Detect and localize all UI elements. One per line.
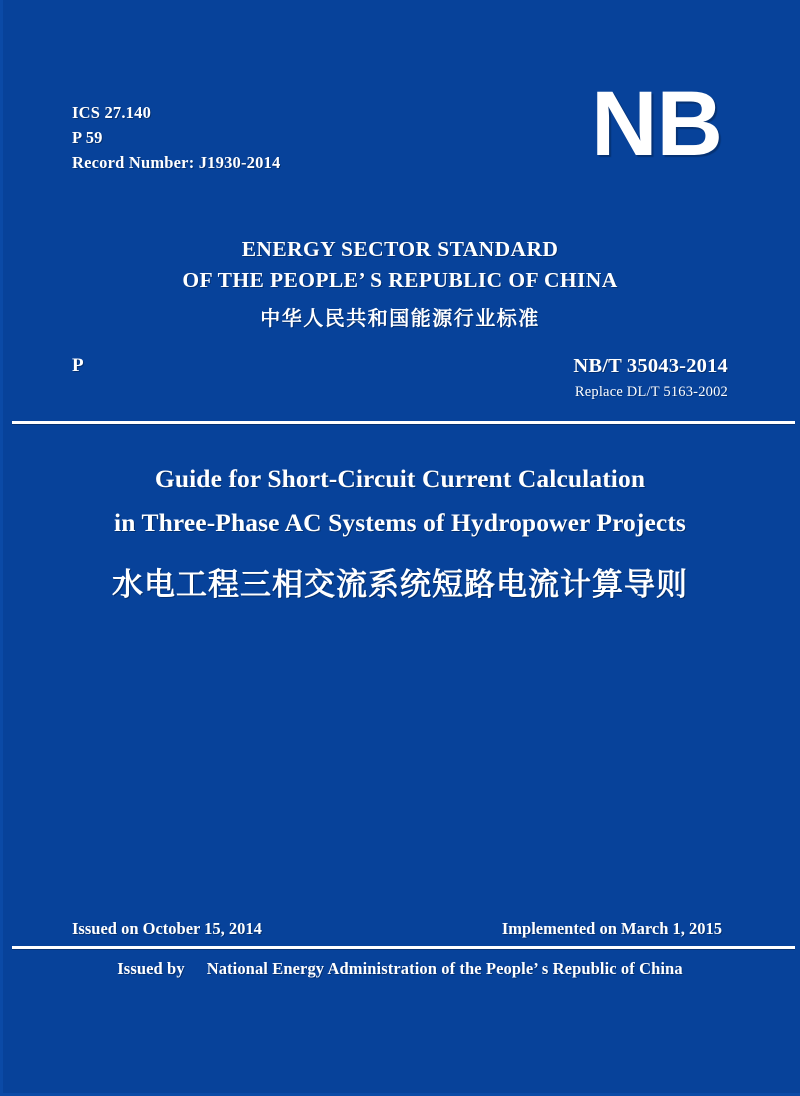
standard-heading-english-line2: OF THE PEOPLE’ S REPUBLIC OF CHINA [182,267,618,292]
divider-rule-top [12,421,795,424]
standard-number: NB/T 35043-2014 [573,355,728,377]
standard-heading-chinese: 中华人民共和国能源行业标准 [260,306,540,331]
title-chinese: 水电工程三相交流系统短路电流计算导则 [112,566,688,603]
nb-logo: NB [591,73,722,175]
classification-code: P 59 [72,128,103,148]
replaced-standard: Replace DL/T 5163-2002 [574,384,728,400]
standard-heading [0,234,800,331]
record-number: Record Number: J1930-2014 [72,153,281,173]
title-english-line1: Guide for Short-Circuit Current Calculation [154,464,646,493]
classifier-letter: P [72,355,84,376]
standard-number-group [573,355,728,401]
issuing-authority-name: National Energy Administration of the People’ s Republic of China [206,959,683,978]
identification-block [72,100,280,175]
document-title [0,457,800,604]
issued-on-date: Issued on October 15, 2014 [72,919,262,938]
standard-heading-english-line1: ENERGY SECTOR STANDARD [241,237,559,261]
issuing-authority-row [0,959,800,979]
title-english-line2: in Three-Phase AC Systems of Hydropower Projects [114,507,686,537]
standard-number-row [72,355,728,411]
ics-number: ICS 27.140 [72,103,152,122]
implemented-on-date: Implemented on March 1, 2015 [501,919,722,938]
issued-by-label: Issued by [117,959,185,978]
divider-rule-bottom [12,946,795,949]
